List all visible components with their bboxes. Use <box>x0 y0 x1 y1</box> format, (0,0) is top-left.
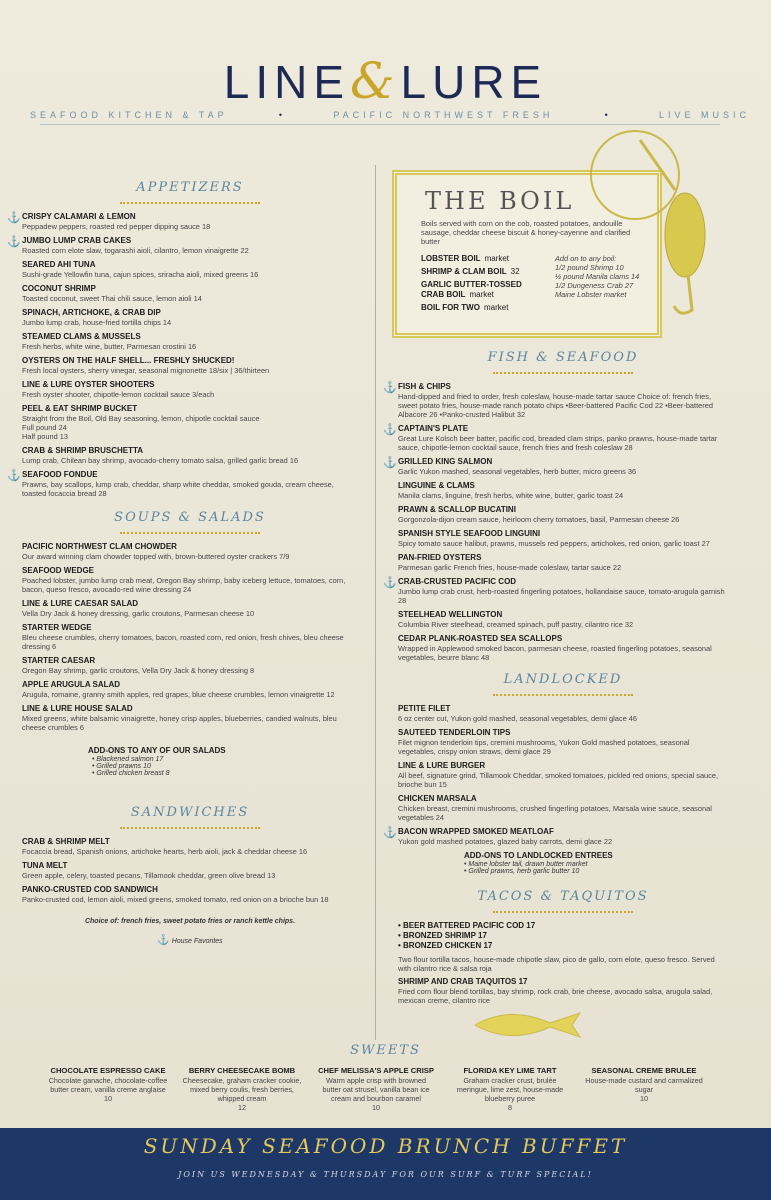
brunch-banner <box>0 1128 771 1200</box>
soup-list <box>22 542 358 732</box>
menu-item <box>383 424 728 452</box>
boil-addon: 1/2 pound Shrimp 10 <box>555 263 624 272</box>
menu-item-name: CRAB & SHRIMP MELT <box>22 837 110 846</box>
menu-item <box>22 885 358 904</box>
menu-item <box>398 529 728 548</box>
menu-item <box>383 827 728 846</box>
sandwich-list <box>22 837 358 904</box>
sides-choice: Choice of: french fries, sweet potato fries or ranch kettle chips. <box>84 918 296 925</box>
fish-lure-illustration <box>470 1005 590 1045</box>
salad-addon: • Blackened salmon 17 <box>92 756 164 763</box>
menu-item-description: Our award winning clam chowder topped with, brown-buttered oyster crackers 7/9 <box>22 552 290 561</box>
menu-item-name: STEAMED CLAMS & MUSSELS <box>22 332 141 341</box>
menu-item-description: Sushi-grade Yellowfin tuna, cajun spices, sriracha aioli, mixed greens 16 <box>22 270 259 279</box>
menu-item <box>398 704 728 723</box>
dessert-price: 10 <box>104 1094 112 1103</box>
menu-item <box>383 382 728 419</box>
anchor-icon: ⚓ <box>7 470 21 482</box>
menu-item-name: LINGUINE & CLAMS <box>398 481 475 490</box>
menu-item <box>22 837 358 856</box>
boil-item-name: GARLIC BUTTER-TOSSED CRAB BOIL <box>421 280 522 299</box>
dessert-price: 8 <box>508 1103 512 1112</box>
fish-list <box>383 382 728 662</box>
legend-label: House Favorites <box>171 938 223 945</box>
boil-item <box>421 303 541 313</box>
dessert-name: CHOCOLATE ESPRESSO CAKE <box>50 1066 166 1075</box>
anchor-icon: ⚓ <box>7 236 21 248</box>
menu-item-description: Roasted corn elote slaw, togarashi aioli, cilantro, lemon vinaigrette 22 <box>22 246 249 255</box>
menu-item <box>22 680 358 699</box>
tagline <box>30 110 750 120</box>
menu-item-name: JUMBO LUMP CRAB CAKES <box>22 236 132 245</box>
menu-item-name: TUNA MELT <box>22 861 68 870</box>
menu-item-name: SEAFOOD WEDGE <box>22 566 95 575</box>
dessert-price: 10 <box>372 1103 380 1112</box>
boil-addon: Maine Lobster market <box>555 290 627 299</box>
menu-item-description: Chicken breast, cremini mushrooms, crushed fingerling potatoes, Marsala wine sauce, seasonal vegetables 24 <box>398 804 712 822</box>
menu-item <box>22 356 358 375</box>
menu-item <box>383 577 728 605</box>
menu-item <box>383 457 728 476</box>
dessert-name: SEASONAL CREME BRULEE <box>591 1066 697 1075</box>
menu-item-name: OYSTERS ON THE HALF SHELL... FRESHLY SHUCKED! <box>22 356 235 365</box>
dessert-desc: Chocolate ganache, chocolate-coffee butter cream, vanilla creme anglaise <box>48 1076 168 1094</box>
left-column <box>7 180 358 946</box>
boil-item-name: BOIL FOR TWO <box>421 303 480 312</box>
menu-item-description: Jumbo lump crab crust, herb-roasted fingerling potatoes, hollandaise sauce, tomato-arugula garnish 28 <box>398 587 725 605</box>
fish-icon <box>475 1013 580 1037</box>
salad-addons <box>88 746 358 777</box>
menu-item-description: Panko-crusted cod, lemon aioli, mixed greens, smoked tomato, red onion on a brioche bun 18 <box>22 895 329 904</box>
boil-description: Boils served with corn on the cob, roasted potatoes, andouille sausage, cheddar cheese biscuit & honey-cayenne and clarified butter <box>421 219 631 246</box>
boil-title: THE BOIL <box>425 187 575 215</box>
menu-item-name: LINE & LURE BURGER <box>398 761 486 770</box>
taco-item: • BRONZED SHRIMP 17 <box>398 931 487 940</box>
fish-hook-icon <box>674 275 692 313</box>
boil-list <box>421 254 541 316</box>
menu-item-description: Manila clams, linguine, fresh herbs, white wine, butter, garlic toast 24 <box>398 491 624 500</box>
appetizer-list <box>7 212 358 498</box>
menu-item <box>22 332 358 351</box>
menu-item <box>398 728 728 756</box>
menu-item-description: Prawns, bay scallops, lump crab, cheddar, sharp white cheddar, smoked gouda, cream cheese, toasted focaccia bread 28 <box>22 480 334 498</box>
banner-subtitle: JOIN US WEDNESDAY & THURSDAY FOR OUR SURF & TURF SPECIAL! <box>178 1170 593 1179</box>
restaurant-logo <box>0 52 771 110</box>
menu-item-name: STEELHEAD WELLINGTON <box>398 610 503 619</box>
menu-item-name: LINE & LURE OYSTER SHOOTERS <box>22 380 155 389</box>
menu-item-description: All beef, signature grind, Tillamook Cheddar, smoked tomatoes, pickled red onions, special sauce, brioche bun 15 <box>398 771 719 789</box>
house-favorites-legend <box>22 935 358 946</box>
dessert-item <box>450 1066 570 1112</box>
menu-item <box>22 380 358 399</box>
anchor-icon: ⚓ <box>383 457 397 469</box>
menu-item-name: PAN-FRIED OYSTERS <box>398 553 482 562</box>
salad-addon: • Grilled chicken breast 8 <box>92 770 170 777</box>
column-divider <box>375 165 376 1040</box>
menu-item-description: Straight from the Boil, Old Bay seasoning, lemon, chipotle cocktail sauce <box>22 414 260 423</box>
menu-item <box>22 566 358 594</box>
menu-item <box>7 236 358 255</box>
menu-item-name: BACON WRAPPED SMOKED MEATLOAF <box>398 827 554 836</box>
dessert-name: BERRY CHEESECAKE BOMB <box>188 1066 296 1075</box>
taco-item: • BRONZED CHICKEN 17 <box>398 941 493 950</box>
section-ornament <box>120 198 260 204</box>
menu-item-description: Wrapped in Applewood smoked bacon, parmesan cheese, roasted fingerling potatoes, seasonal vegetables, beurre blanc 48 <box>398 644 712 662</box>
menu-item-description: Toasted coconut, sweet Thai chili sauce, lemon aioli 14 <box>22 294 202 303</box>
menu-item-description: 6 oz center cut, Yukon gold mashed, seasonal vegetables, demi glace 46 <box>398 714 637 723</box>
menu-item-description: Poached lobster, jumbo lump crab meat, Oregon Bay shrimp, baby iceberg lettuce, tomatoes, corn, bacon, queso fresco, avocado-red wine dressing 24 <box>22 576 346 594</box>
menu-item-description: Focaccia bread, Spanish onions, artichoke hearts, herb aioli, jack & cheddar cheese 16 <box>22 847 308 856</box>
boil-addon: 1/2 Dungeness Crab 27 <box>555 281 634 290</box>
section-ornament <box>120 528 260 534</box>
section-title-appetizers: APPETIZERS <box>136 180 244 195</box>
menu-item <box>22 704 358 732</box>
anchor-icon: ⚓ <box>383 827 397 839</box>
menu-item <box>22 623 358 651</box>
dessert-name: FLORIDA KEY LIME TART <box>463 1066 557 1075</box>
boil-item-name: LOBSTER BOIL <box>421 254 481 263</box>
logo-ampersand: & <box>350 52 401 110</box>
menu-item-name: PACIFIC NORTHWEST CLAM CHOWDER <box>22 542 177 551</box>
boil-addon-title: Add on to any boil: <box>555 254 617 263</box>
menu-item-name: CRAB-CRUSTED PACIFIC COD <box>398 577 517 586</box>
menu-item <box>22 404 358 441</box>
menu-item-description: Fresh oyster shooter, chipotle-lemon cocktail sauce 3/each <box>22 390 215 399</box>
menu-item <box>398 481 728 500</box>
tagline-dot: • <box>604 110 608 120</box>
menu-item <box>22 284 358 303</box>
taco-description: Two flour tortilla tacos, house-made chipotle slaw, pico de gallo, corn elote, queso fresco. Served with cilantro rice & salsa roja <box>398 955 715 973</box>
tagline-fresh: PACIFIC NORTHWEST FRESH <box>333 110 554 120</box>
landlocked-addon: • Grilled prawns, herb garlic butter 10 <box>464 868 580 875</box>
menu-item-name: SPANISH STYLE SEAFOOD LINGUINI <box>398 529 541 538</box>
dessert-item <box>48 1066 168 1103</box>
menu-item <box>7 212 358 231</box>
menu-item <box>22 260 358 279</box>
menu-item-description: Spicy tomato sauce halibut, prawns, mussels red peppers, artichokes, red onion, garlic toast 27 <box>398 539 710 548</box>
menu-item-option: Full pound 24 <box>22 423 67 432</box>
menu-item <box>22 656 358 675</box>
section-title-sandwiches: SANDWICHES <box>130 805 250 820</box>
tagline-music: LIVE MUSIC <box>658 110 750 120</box>
menu-item-description: Yukon gold mashed potatoes, glazed baby carrots, demi glace 22 <box>398 837 613 846</box>
salad-addon: • Grilled prawns 10 <box>92 763 151 770</box>
menu-item-description: Oregon Bay shrimp, garlic croutons, Vella Dry Jack & honey dressing 8 <box>22 666 255 675</box>
menu-item-name: SPINACH, ARTICHOKE, & CRAB DIP <box>22 308 161 317</box>
menu-item-description: Vella Dry Jack & honey dressing, garlic croutons, Parmesan cheese 10 <box>22 609 255 618</box>
menu-item-description: Fresh herbs, white wine, butter, Parmesan crostini 16 <box>22 342 197 351</box>
menu-item-name: SEAFOOD FONDUE <box>22 470 98 479</box>
menu-item-name: PEEL & EAT SHRIMP BUCKET <box>22 404 138 413</box>
dessert-price: 10 <box>640 1094 648 1103</box>
landlocked-addon: • Maine lobster tail, drawn butter market <box>464 861 588 868</box>
dessert-desc: Warm apple crisp with browned butter oat strusel, vanilla bean ice cream and bourbon caramel <box>322 1076 430 1103</box>
menu-item-name: FISH & CHIPS <box>398 382 451 391</box>
section-ornament <box>120 823 260 829</box>
dessert-name: CHEF MELISSA'S APPLE CRISP <box>318 1066 434 1075</box>
section-title-tacos: TACOS & TAQUITOS <box>477 889 649 904</box>
menu-item-name: SEARED AHI TUNA <box>22 260 96 269</box>
dessert-desc: House-made custard and carmalized sugar <box>585 1076 703 1094</box>
boil-item-name: SHRIMP & CLAM BOIL <box>421 267 507 276</box>
section-ornament <box>493 690 633 696</box>
menu-item-description: Parmesan garlic French fries, house-made coleslaw, tartar sauce 22 <box>398 563 622 572</box>
logo-lure: LURE <box>400 56 548 108</box>
menu-item-description: Peppadew peppers, roasted red pepper dipping sauce 18 <box>22 222 211 231</box>
menu-item-description: Bleu cheese crumbles, cherry tomatoes, bacon, roasted corn, red onion, fresh chives, bleu cheese dressing 6 <box>22 633 344 651</box>
section-ornament <box>493 368 633 374</box>
menu-item-description: Lump crab, Chilean bay shrimp, avocado-cherry tomato salsa, grilled garlic bread 16 <box>22 456 299 465</box>
menu-item <box>398 761 728 789</box>
menu-item-description: Great Lure Kolsch beer batter, pacific cod, breaded clam strips, panko prawns, house-made tartar sauce, chipotle-lemon cocktail sauce, french fries and fresh coleslaw 28 <box>398 434 718 452</box>
menu-item-name: CEDAR PLANK-ROASTED SEA SCALLOPS <box>398 634 563 643</box>
anchor-icon: ⚓ <box>383 382 397 394</box>
boil-item-price: 32 <box>510 267 520 276</box>
boil-item <box>421 280 541 300</box>
menu-item <box>22 542 358 561</box>
menu-item-name: CRAB & SHRIMP BRUSCHETTA <box>22 446 144 455</box>
logo-line: LINE <box>223 56 351 108</box>
landlocked-addons-title: ADD-ONS TO LANDLOCKED ENTREES <box>464 851 613 860</box>
menu-item <box>22 861 358 880</box>
menu-item-option: Half pound 13 <box>22 432 69 441</box>
menu-item-name: PRAWN & SCALLOP BUCATINI <box>398 505 516 514</box>
menu-item-description: Green apple, celery, toasted pecans, Tillamook cheddar, green olive bread 13 <box>22 871 276 880</box>
menu-item-name: APPLE ARUGULA SALAD <box>22 680 121 689</box>
section-title-sweets: SWEETS <box>350 1043 421 1058</box>
anchor-icon: ⚓ <box>383 424 397 436</box>
landlocked-addons <box>464 851 728 875</box>
salad-addons-title: ADD-ONS TO ANY OF OUR SALADS <box>88 746 226 755</box>
dessert-desc: Graham cracker crust, brulée meringue, lime zest, house-made blueberry puree <box>456 1076 564 1103</box>
banner-title: SUNDAY SEAFOOD BRUNCH BUFFET <box>143 1134 628 1158</box>
taquito-description: Fried corn flour blend tortillas, bay shrimp, rock crab, brie cheese, avocado salsa, arugula salad, mexican creme, cilantro rice <box>398 987 713 1005</box>
menu-item-name: STARTER CAESAR <box>22 656 96 665</box>
menu-item-name: CRISPY CALAMARI & LEMON <box>22 212 136 221</box>
menu-item-name: SAUTEED TENDERLOIN TIPS <box>398 728 511 737</box>
menu-item-name: LINE & LURE HOUSE SALAD <box>22 704 133 713</box>
menu-item <box>22 308 358 327</box>
menu-item-name: CAPTAIN'S PLATE <box>398 424 469 433</box>
menu-item <box>398 634 728 662</box>
menu-item <box>22 446 358 465</box>
boil-item <box>421 254 541 264</box>
section-title-fish: FISH & SEAFOOD <box>487 350 639 365</box>
menu-item-description: Gorgonzola-dijon cream sauce, heirloom cherry tomatoes, basil, Parmesan cheese 26 <box>398 515 680 524</box>
menu-item <box>398 505 728 524</box>
menu-item-description: Jumbo lump crab, house-fried tortilla chips 14 <box>22 318 172 327</box>
menu-item-name: COCONUT SHRIMP <box>22 284 96 293</box>
taquito-name: SHRIMP AND CRAB TAQUITOS 17 <box>398 977 528 986</box>
tagline-kitchen: SEAFOOD KITCHEN & TAP <box>30 110 228 120</box>
boil-addon: ½ pound Manila clams 14 <box>555 272 640 281</box>
dessert-item <box>316 1066 436 1112</box>
boil-item-price: market <box>484 254 510 263</box>
menu-item-name: GRILLED KING SALMON <box>398 457 493 466</box>
menu-item-name: PETITE FILET <box>398 704 451 713</box>
dessert-price: 12 <box>238 1103 246 1112</box>
lure-bobber-icon <box>665 193 705 277</box>
menu-item-name: CHICKEN MARSALA <box>398 794 477 803</box>
menu-item-description: Fresh local oysters, sherry vinegar, seasonal mignonette 18/six | 36/thirteen <box>22 366 270 375</box>
taco-item: • BEER BATTERED PACIFIC COD 17 <box>398 921 536 930</box>
boil-item <box>421 267 541 277</box>
anchor-icon: ⚓ <box>157 935 170 946</box>
landlocked-list <box>383 704 728 846</box>
menu-item-name: LINE & LURE CAESAR SALAD <box>22 599 139 608</box>
anchor-icon: ⚓ <box>7 212 21 224</box>
menu-item <box>398 553 728 572</box>
dessert-desc: Cheesecake, graham cracker cookie, mixed berry coulis, fresh berries, whipped cream <box>182 1076 302 1103</box>
section-title-landlocked: LANDLOCKED <box>503 672 623 687</box>
menu-item-description: Filet mignon tenderloin tips, cremini mushrooms, Yukon Gold mashed potatoes, seasonal vegetables, crispy onion straws, demi glace 29 <box>398 738 690 756</box>
section-ornament <box>493 907 633 913</box>
menu-item <box>22 599 358 618</box>
menu-item-name: STARTER WEDGE <box>22 623 92 632</box>
menu-item <box>398 610 728 629</box>
section-title-soups: SOUPS & SALADS <box>114 510 266 525</box>
menu-item-description: Hand-dipped and fried to order, fresh coleslaw, house-made tartar sauce Choice of: french fries, sweet potato fries, house-made ranch potato chips •Beer-battered Pacific Cod 22 •Beer-battered Albacore 26 •Panko-crusted Halibut 32 <box>398 392 713 419</box>
dessert-item <box>584 1066 704 1103</box>
anchor-icon: ⚓ <box>383 577 397 589</box>
menu-item-name: PANKO-CRUSTED COD SANDWICH <box>22 885 158 894</box>
menu-item <box>398 794 728 822</box>
dessert-item <box>182 1066 302 1112</box>
boil-item-price: market <box>483 303 509 312</box>
boil-item-price: market <box>469 290 494 299</box>
fishing-lure-illustration <box>580 120 740 330</box>
menu-item-description: Columbia River steelhead, creamed spinach, puff pastry, cilantro rice 32 <box>398 620 634 629</box>
menu-item-description: Arugula, romaine, granny smith apples, red grapes, blue cheese crumbles, lemon vinaigrette 12 <box>22 690 335 699</box>
right-column <box>383 350 728 1005</box>
tagline-dot: • <box>278 110 283 120</box>
menu-item-description: Garlic Yukon mashed, seasonal vegetables, herb butter, micro greens 36 <box>398 467 637 476</box>
menu-item-description: Mixed greens, white balsamic vinaigrette, honey crisp apples, blueberries, candied walnuts, bleu cheese crumbles 6 <box>22 714 337 732</box>
menu-item <box>7 470 358 498</box>
